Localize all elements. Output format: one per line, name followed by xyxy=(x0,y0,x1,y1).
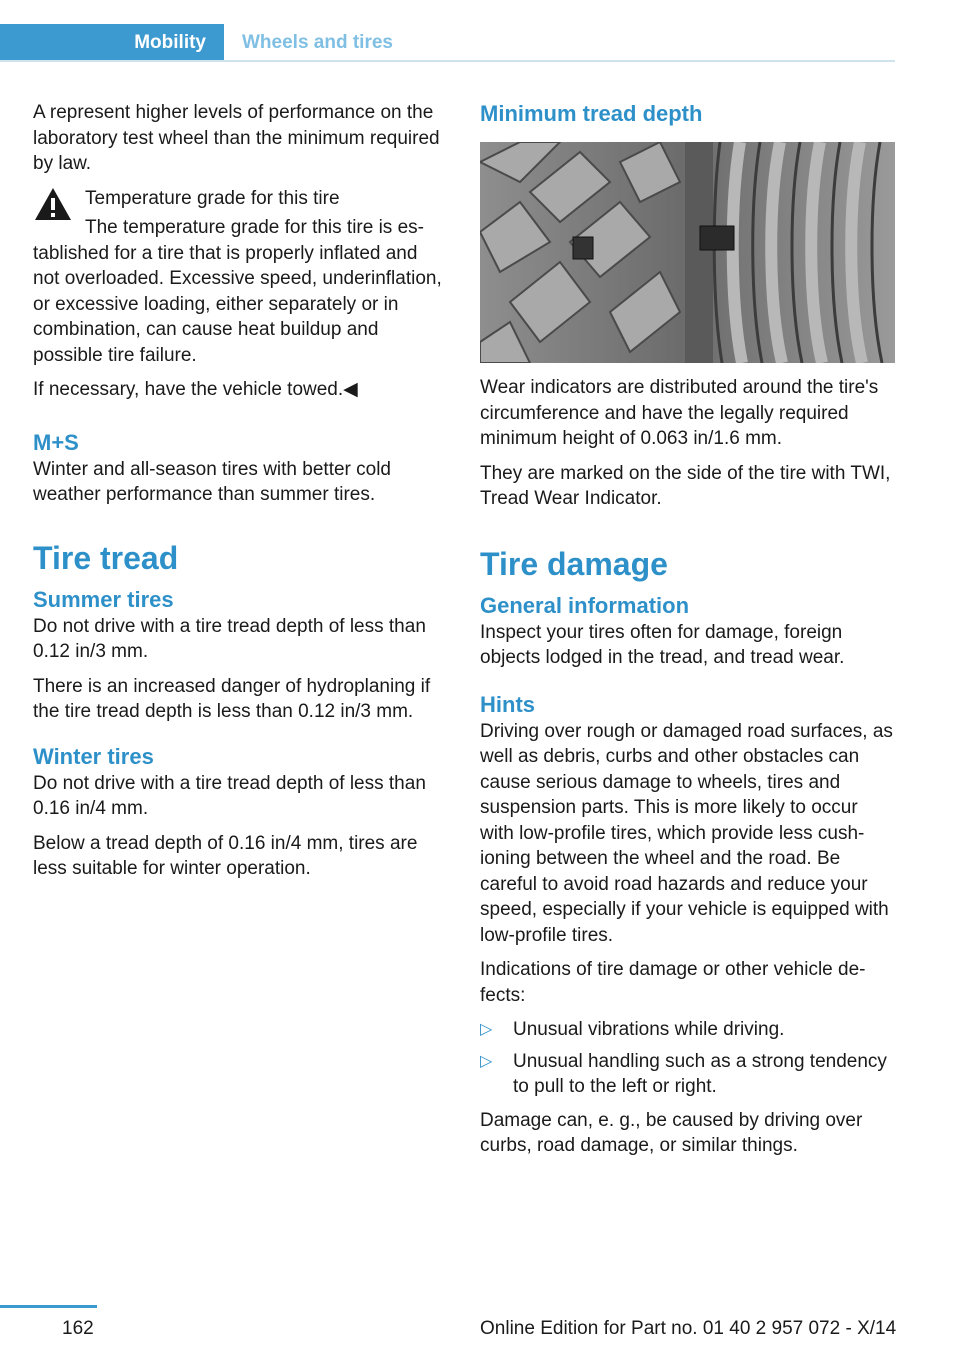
bullet-arrow-icon: ▷ xyxy=(480,1021,493,1038)
warning-body: The temperature grade for this tire is established for a tire that is properly inflated and not overloaded. Excessive speed, underinflation, or excessive loading, either separately or in combination, can cause heat buildup and possible tire failure. xyxy=(33,217,442,366)
tire-damage-heading: Tire damage xyxy=(480,545,668,582)
page-number: 162 xyxy=(62,1318,94,1339)
bullet-arrow-icon: ▷ xyxy=(480,1052,493,1070)
twi-paragraph: They are marked on the side of the tire with TWI, Tread Wear Indicator. xyxy=(480,462,891,509)
list-item xyxy=(480,1017,896,1043)
summer-paragraph-2: There is an increased danger of hydroplaning if the tire tread depth is less than 0.12 in/3 mm. xyxy=(33,675,431,722)
right-column xyxy=(480,100,896,1168)
list-item-text: Unusual handling such as a strong tendency to pull to the left or right. xyxy=(513,1050,887,1097)
hints-paragraph-2: Indications of tire damage or other vehicle defects: xyxy=(480,959,866,1006)
winter-paragraph-1: Do not drive with a tire tread depth of less than 0.16 in/4 mm. xyxy=(33,772,426,819)
damage-indications-list xyxy=(480,1017,896,1100)
header-bar xyxy=(0,24,895,62)
section-tab-mobility[interactable]: Mobility xyxy=(0,24,224,62)
footer-accent-line xyxy=(0,1305,97,1308)
minimum-tread-depth-heading: Minimum tread depth xyxy=(480,101,703,126)
hints-paragraph-3: Damage can, e. g., be caused by driving over curbs, road damage, or similar things. xyxy=(480,1109,863,1156)
warning-icon xyxy=(33,186,73,222)
edition-note: Online Edition for Part no. 01 40 2 957 072 - X/14 xyxy=(480,1318,897,1339)
warning-box xyxy=(33,186,449,212)
summer-paragraph-1: Do not drive with a tire tread depth of less than 0.12 in/3 mm. xyxy=(33,615,426,662)
winter-paragraph-2: Below a tread depth of 0.16 in/4 mm, tires are less suitable for winter operation. xyxy=(33,832,418,879)
list-item xyxy=(480,1049,896,1100)
hints-paragraph-1: Driving over rough or damaged road surfaces, as well as debris, curbs and other obstacles can cause serious damage to wheels, tires and suspension parts. This is more likely to occur with low-profile tires, which provide less cushioning between the wheel and the road. Be careful to avoid road hazards and reduce your speed, especially if your vehicle is equipped with low-profile tires. xyxy=(480,720,893,946)
section-tab-wheels-and-tires[interactable]: Wheels and tires xyxy=(242,32,393,53)
hints-heading: Hints xyxy=(480,691,535,717)
wear-indicator-paragraph: Wear indicators are distributed around the tire's circumference and have the legally required minimum height of 0.063 in/1.6 mm. xyxy=(480,377,879,449)
tread-wear-indicator-photo xyxy=(480,142,895,363)
ms-heading: M+S xyxy=(33,429,79,455)
intro-paragraph: A represent higher levels of performance on the laboratory test wheel than the minimum required by law. xyxy=(33,102,440,174)
warning-title: Temperature grade for this tire xyxy=(85,187,340,209)
winter-tires-heading: Winter tires xyxy=(33,743,154,769)
general-information-heading: General information xyxy=(480,592,690,618)
left-column xyxy=(33,100,449,891)
summer-tires-heading: Summer tires xyxy=(33,586,174,612)
general-information-paragraph: Inspect your tires often for damage, foreign objects lodged in the tread, and tread wear. xyxy=(480,621,845,668)
tire-tread-heading: Tire tread xyxy=(33,539,179,576)
towed-note: If necessary, have the vehicle towed.◀ xyxy=(33,379,358,400)
list-item-text: Unusual vibrations while driving. xyxy=(513,1019,785,1040)
header-divider xyxy=(0,60,895,62)
ms-text: Winter and all-season tires with better cold weather performance than summer tires. xyxy=(33,458,391,505)
